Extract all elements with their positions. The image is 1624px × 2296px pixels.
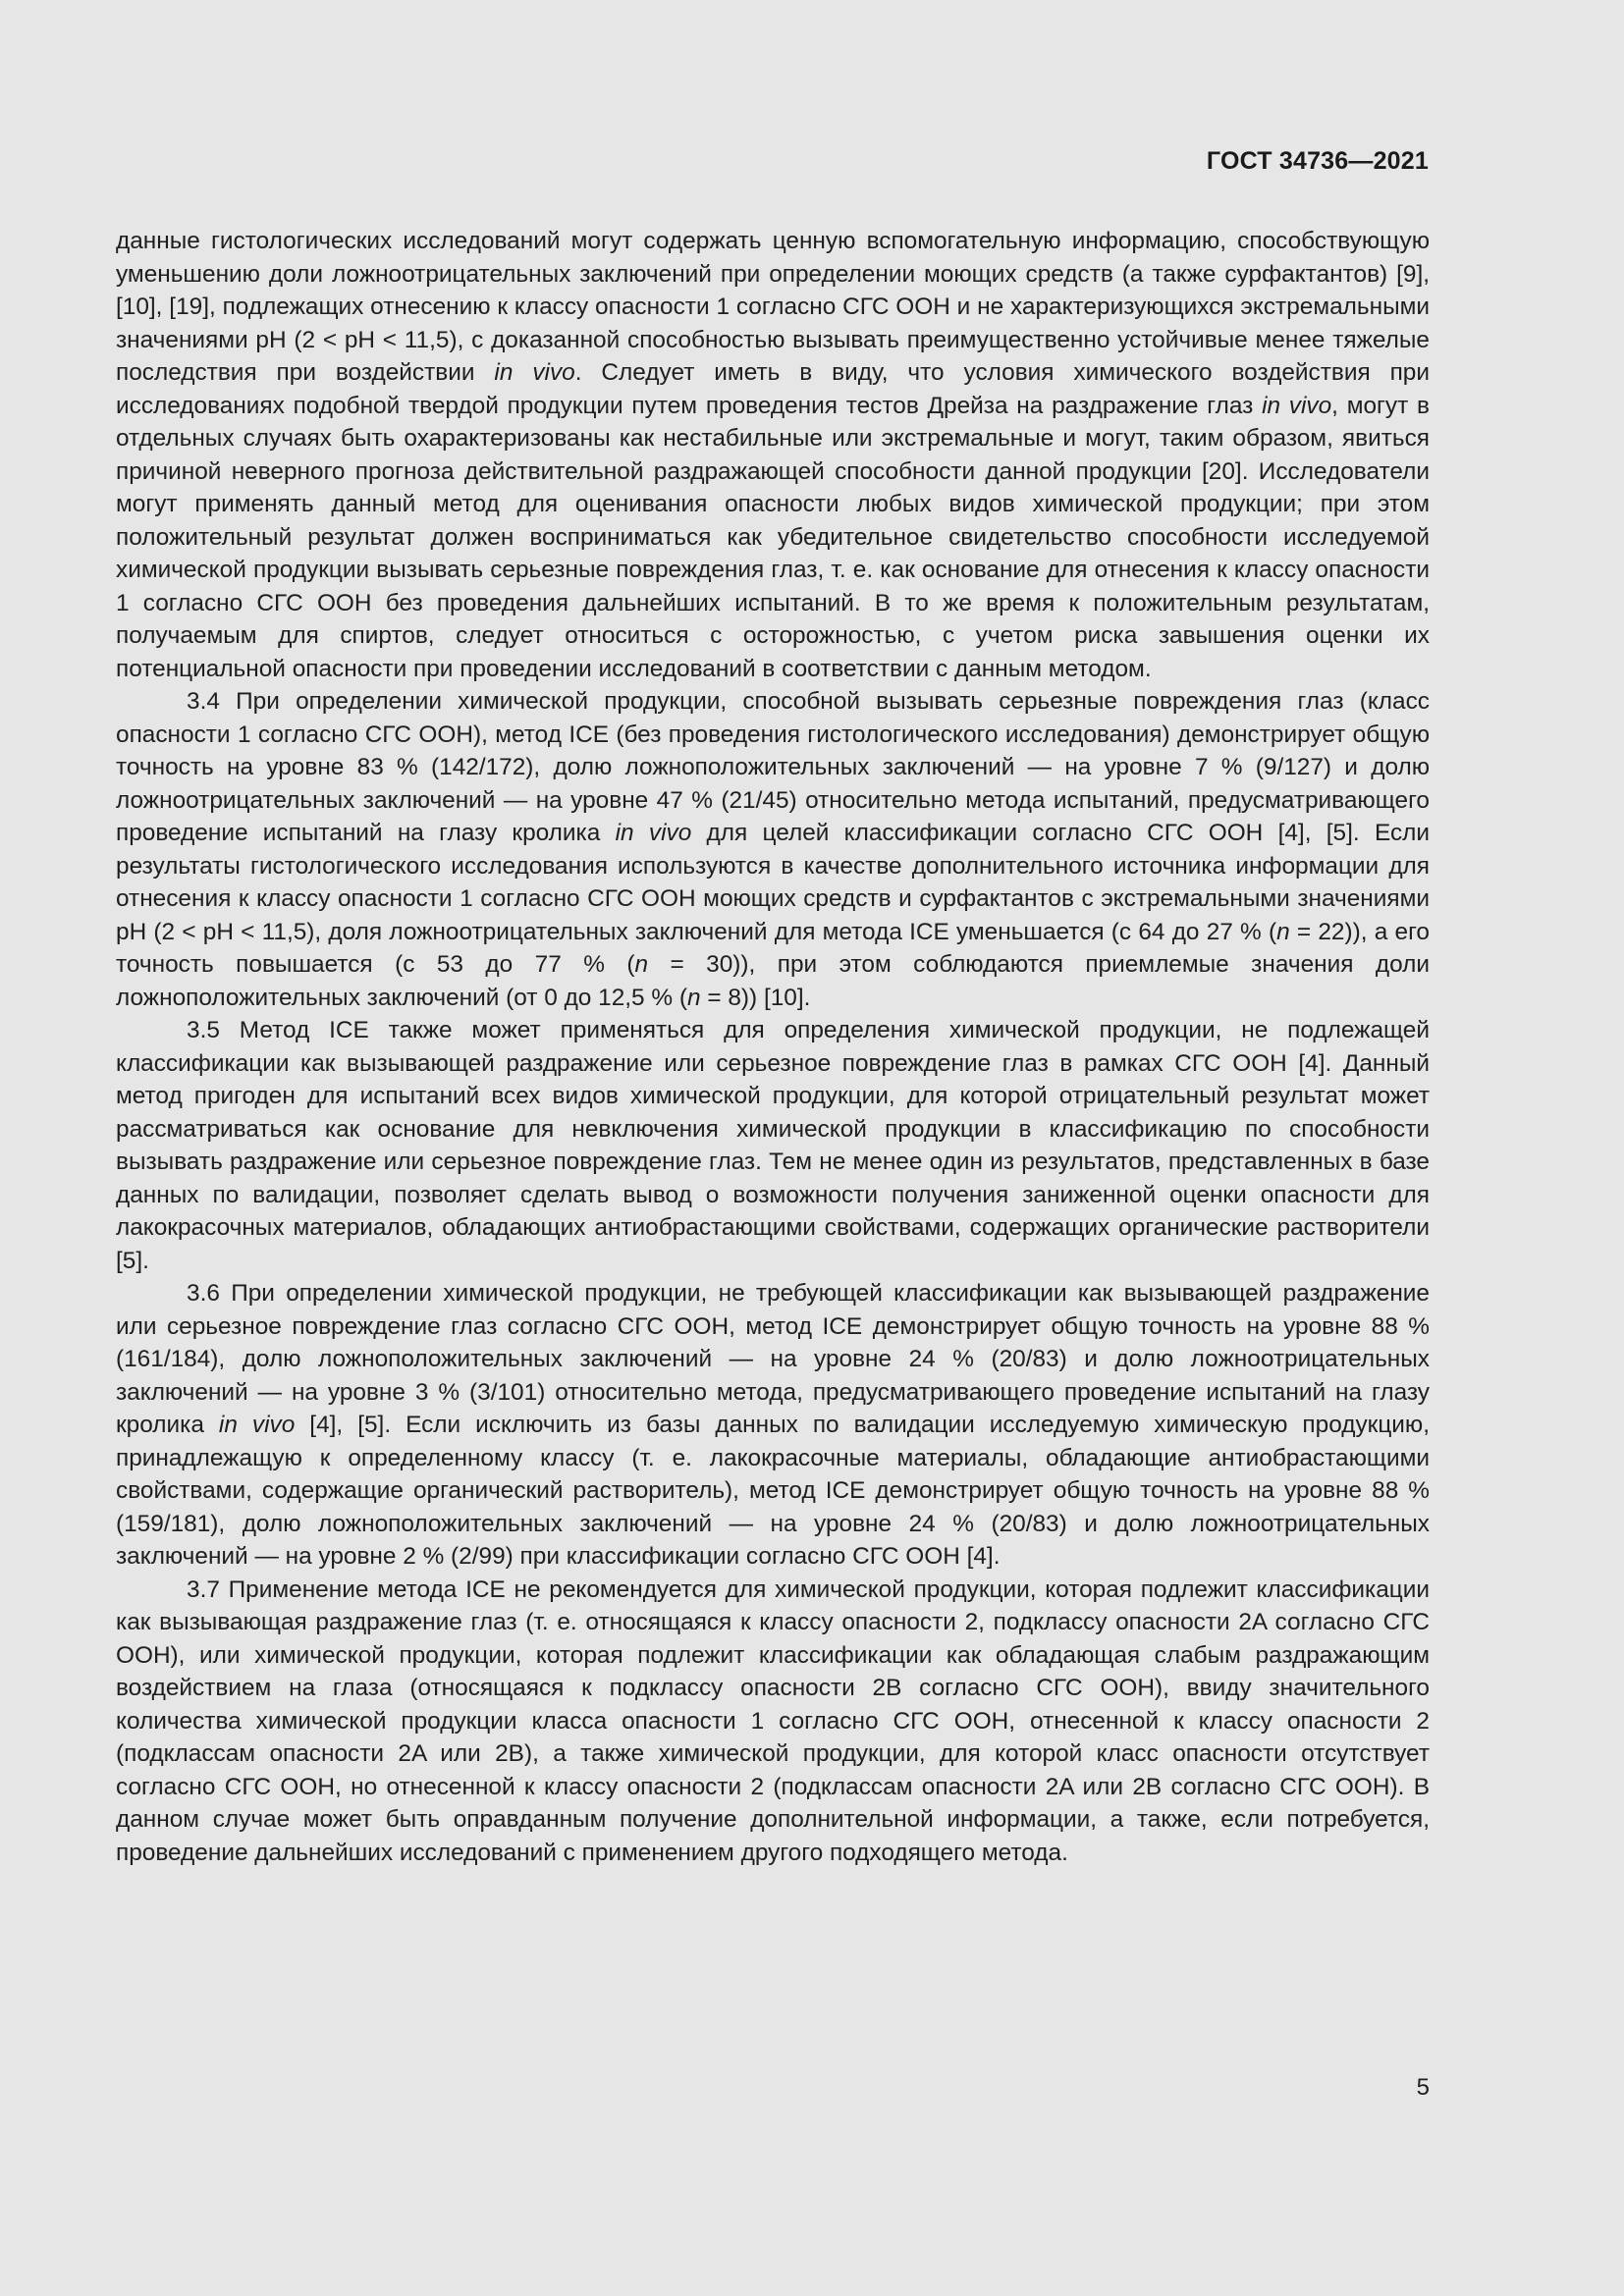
body-paragraph (116, 1277, 1430, 1574)
text-segment: = 8)) [10]. (700, 984, 811, 1011)
italic-text-segment: n (686, 984, 701, 1011)
text-segment: 3.6 При определении химической продукции, не требующей классификации как вызывающей раздражение или серьезное повреждение глаз согласно СГС ООН, метод ICE демонстрирует общую точность на уровне 88 % (161/184), долю ложноположительных заключений — на уровне 24 % (20/83) и долю ложноотрицательных заключений — на уровне 3 % (3/101) относительно метода, предусматривающего проведение испытаний на глазу кролика (116, 1280, 1430, 1438)
italic-text-segment: n (1276, 918, 1290, 945)
italic-text-segment: n (634, 951, 649, 978)
italic-text-segment: in vivo (494, 359, 575, 386)
page-number: 5 (1416, 2074, 1430, 2101)
text-segment: данные гистологических исследований могут содержать ценную вспомогательную информацию, способствующую уменьшению доли ложноотрицательных заключений при определении моющих средств (а также сурфактантов) [9], [10], [19], подлежащих отнесению к классу опасности 1 согласно СГС ООН и не характеризующихся экстремальными значениями pH (2 < pH < 11,5), с доказанной способностью вызывать преимущественно устойчивые менее тяжелые последствия при воздействии (116, 228, 1430, 386)
body-paragraph (116, 1574, 1430, 1870)
body-paragraph (116, 1014, 1430, 1277)
text-segment: 3.7 Применение метода ICE не рекомендуется для химической продукции, которая подлежит классификации как вызывающая раздражение глаз (т. е. относящаяся к классу опасности 2, подклассу опасности 2A согласно СГС ООН), или химической продукции, которая подлежит классификации как обладающая слабым раздражающим воздействием на глаза (относящаяся к подклассу опасности 2B согласно СГС ООН), ввиду значительного количества химической продукции класса опасности 1 согласно СГС ООН, отнесенной к классу опасности 2 (подклассам опасности 2A или 2B), а также химической продукции, для которой класс опасности отсутствует согласно СГС ООН, но отнесенной к классу опасности 2 (подклассам опасности 2A или 2B согласно СГС ООН). В данном случае может быть оправданным получение дополнительной информации, а также, если потребуется, проведение дальнейших исследований с применением другого подходящего метода. (116, 1575, 1430, 1866)
text-segment: , могут в отдельных случаях быть охарактеризованы как нестабильные или экстремальные и могут, таким образом, явиться причиной неверного прогноза действительной раздражающей способности данной продукции [20]. Исследователи могут применять данный метод для оценивания опасности любых видов химической продукции; при этом положительный результат должен восприниматься как убедительное свидетельство способности исследуемой химической продукции вызывать серьезные повреждения глаз, т. е. как основание для отнесения к классу опасности 1 согласно СГС ООН без проведения дальнейших испытаний. В то же время к положительным результатам, получаемым для спиртов, следует относиться с осторожностью, с учетом риска завышения оценки их потенциальной опасности при проведении исследований в соответствии с данным методом. (116, 392, 1430, 682)
document-header-code: ГОСТ 34736—2021 (1206, 147, 1429, 175)
body-paragraph (116, 685, 1430, 1014)
italic-text-segment: in vivo (615, 820, 692, 846)
italic-text-segment: in vivo (1262, 392, 1332, 419)
document-body (116, 225, 1430, 1869)
text-segment: для целей классификации согласно СГС ООН [4], [5]. Если результаты гистологического исследования используются в качестве дополнительного источника информации для отнесения к классу опасности 1 согласно СГС ООН моющих средств и сурфактантов с экстремальными значениями pH (2 < pH < 11,5), доля ложноотрицательных заключений для метода ICE уменьшается (с 64 до 27 % ( (116, 820, 1431, 945)
text-segment: = 22)), а его точность повышается (с 53 до 77 % ( (116, 918, 1430, 978)
text-segment: = 30)), при этом соблюдаются приемлемые значения доли ложноположительных заключений (от 0 до 12,5 % ( (116, 951, 1430, 1011)
text-segment: 3.4 При определении химической продукции, способной вызывать серьезные повреждения глаз (класс опасности 1 согласно СГС ООН), метод ICE (без проведения гистологического исследования) демонстрирует общую точность на уровне 83 % (142/172), долю ложноположительных заключений — на уровне 7 % (9/127) и долю ложноотрицательных заключений — на уровне 47 % (21/45) относительно метода испытаний, предусматривающего проведение испытаний на глазу кролика (116, 688, 1430, 846)
italic-text-segment: in vivo (218, 1412, 296, 1438)
text-segment: . Следует иметь в виду, что условия химического воздействия при исследованиях подобной твердой продукции путем проведения тестов Дрейза на раздражение глаз (116, 359, 1430, 419)
text-segment: 3.5 Метод ICE также может применяться для определения химической продукции, не подлежащей классификации как вызывающей раздражение или серьезное повреждение глаз в рамках СГС ООН [4]. Данный метод пригоден для испытаний всех видов химической продукции, для которой отрицательный результат может рассматриваться как основание для невключения химической продукции в классификацию по способности вызывать раздражение или серьезное повреждение глаз. Тем не менее один из результатов, представленных в базе данных по валидации, позволяет сделать вывод о возможности получения заниженной оценки опасности для лакокрасочных материалов, обладающих антиобрастающими свойствами, содержащих органические растворители [5]. (116, 1017, 1430, 1274)
body-paragraph (116, 225, 1430, 685)
text-segment: [4], [5]. Если исключить из базы данных по валидации исследуемую химическую продукцию, принадлежащую к определенному классу (т. е. лакокрасочные материалы, обладающие антиобрастающими свойствами, содержащие органический растворитель), метод ICE демонстрирует общую точность на уровне 88 % (159/181), долю ложноположительных заключений — на уровне 24 % (20/83) и долю ложноотрицательных заключений — на уровне 2 % (2/99) при классификации согласно СГС ООН [4]. (116, 1412, 1430, 1570)
